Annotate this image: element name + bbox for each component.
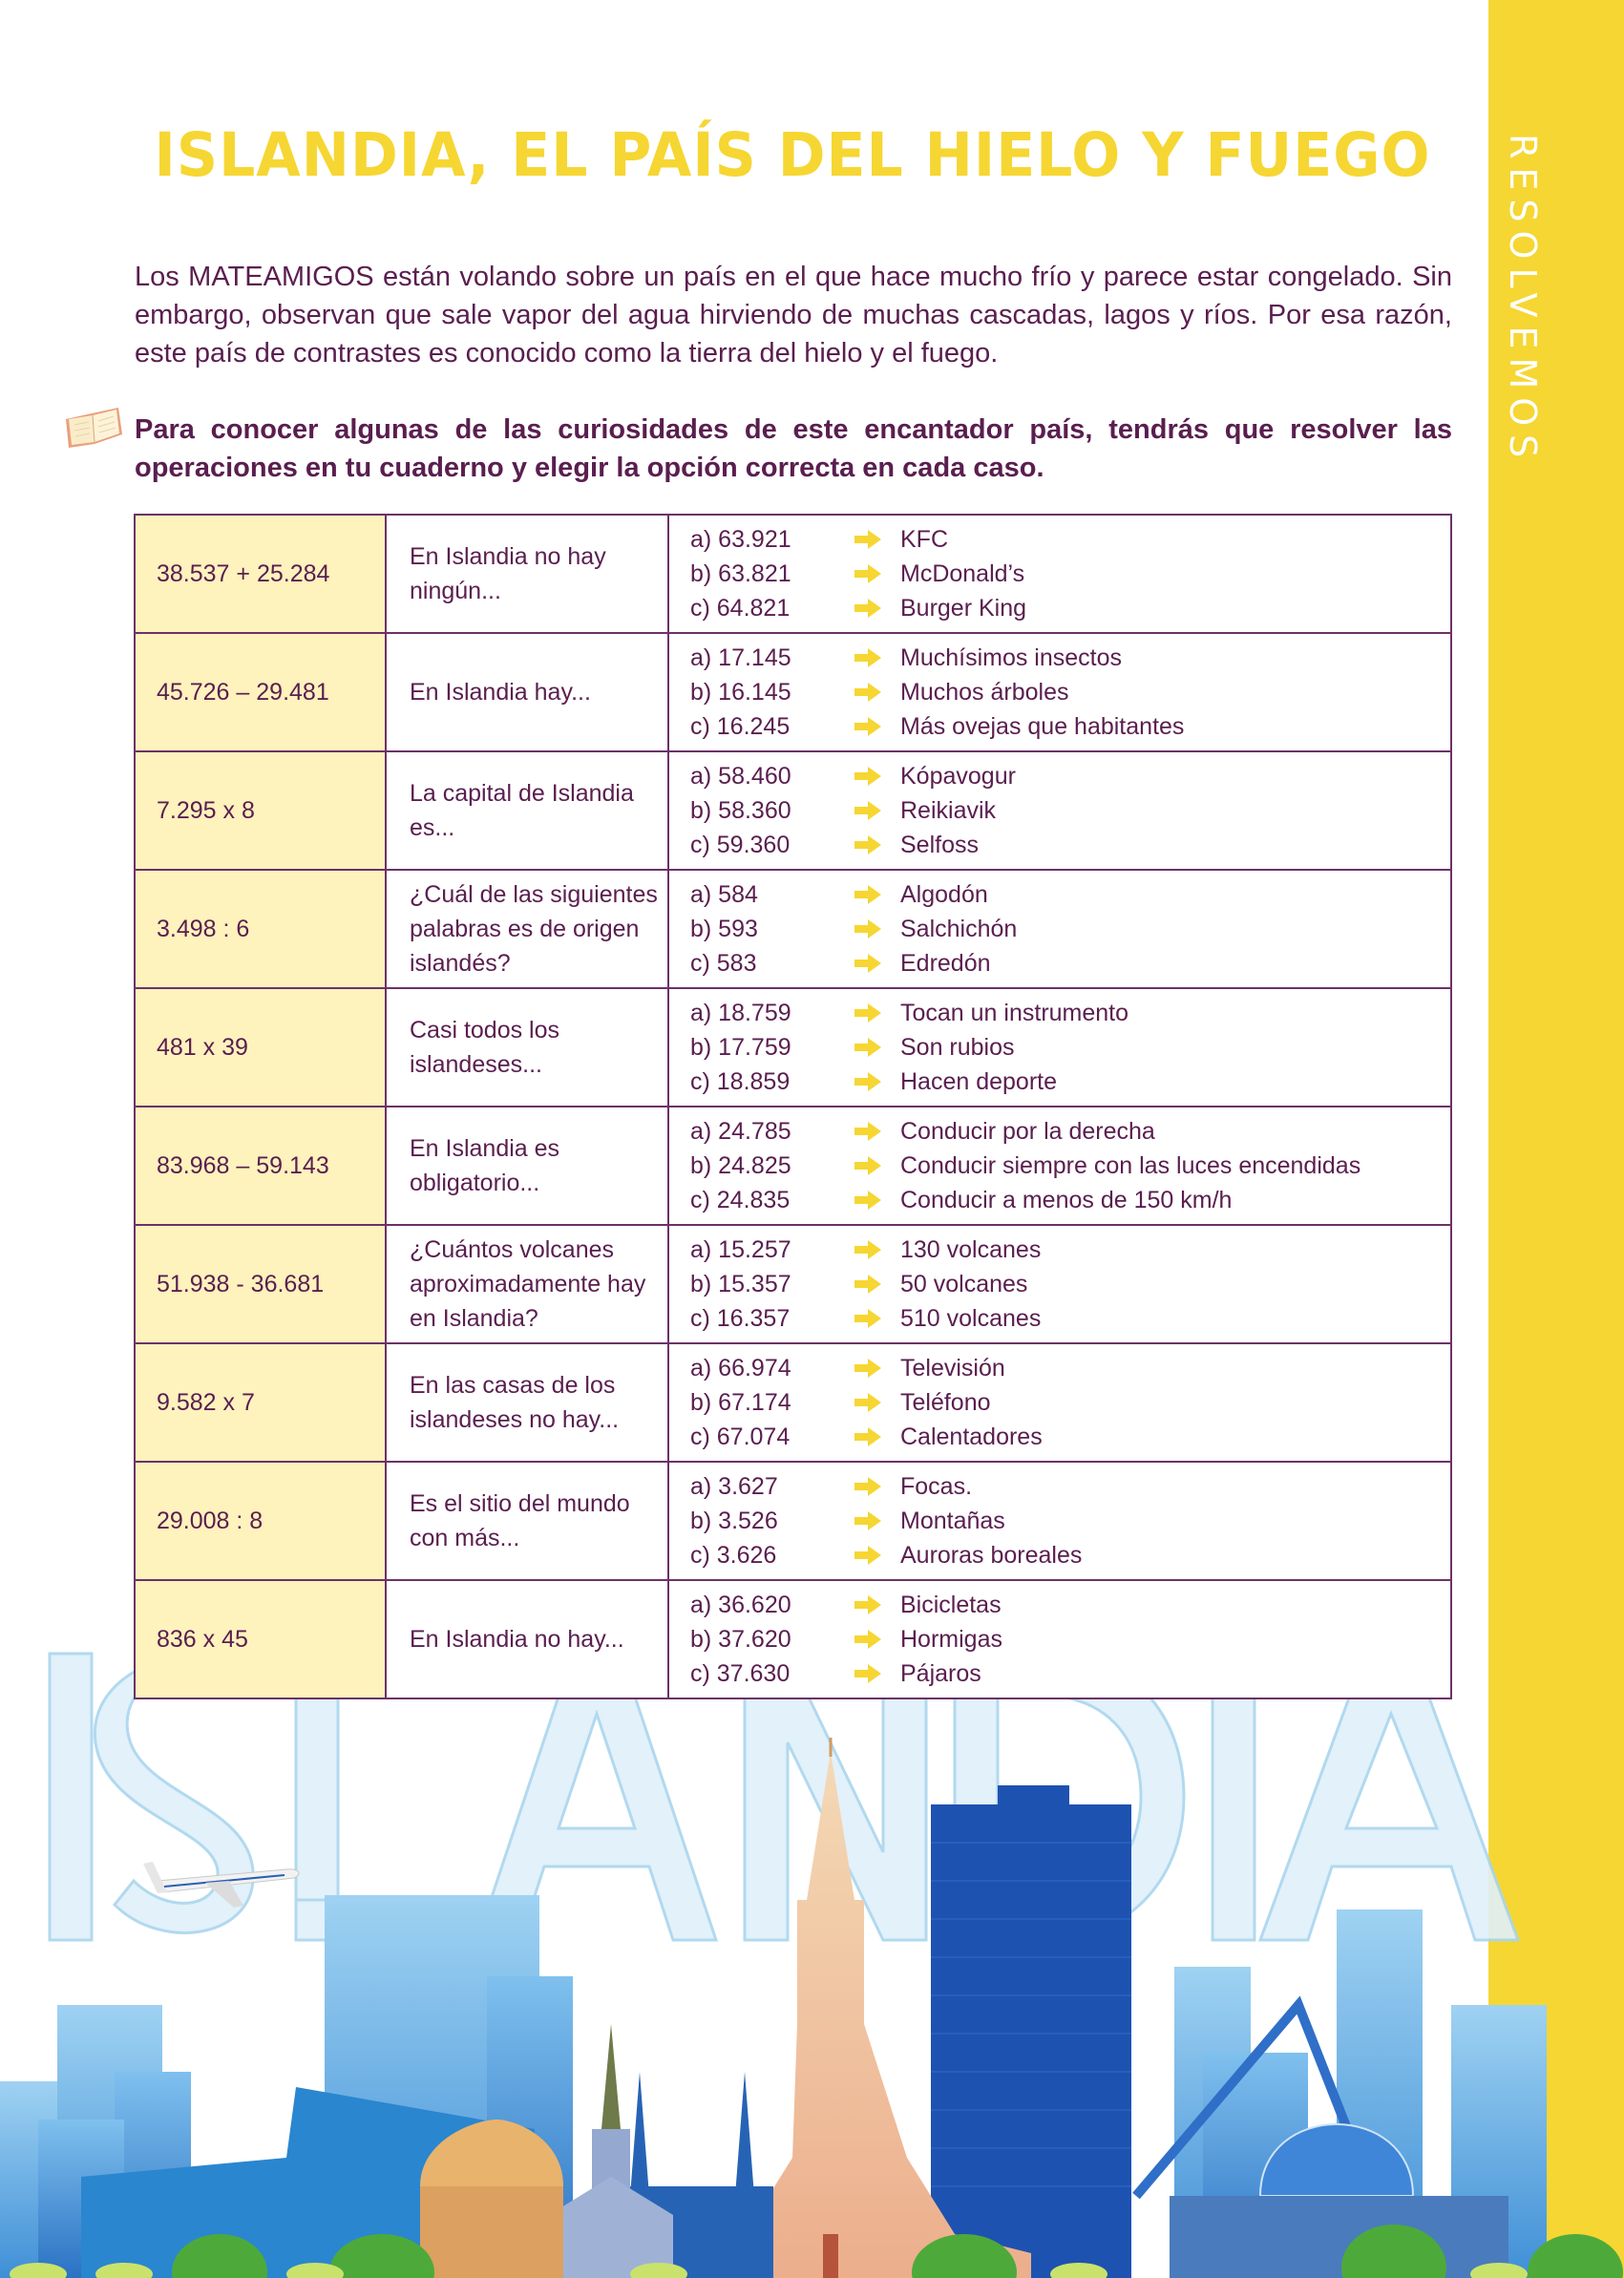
arrow-right-icon bbox=[853, 529, 883, 550]
option[interactable] bbox=[690, 912, 1450, 946]
intro-paragraph: Los MATEAMIGOS están volando sobre un país en el que hace mucho frío y parece estar congelado. Sin embargo, observan que sale vapor del agua hirviendo de muchas cascadas, lagos y ríos. Por esa razón, este país de contrastes es conocido como la tierra del hielo y el fuego. bbox=[135, 262, 1452, 369]
arrow-right-icon bbox=[853, 1426, 883, 1447]
option-value: b) 24.825 bbox=[690, 1151, 791, 1179]
option-value: c) 16.245 bbox=[690, 712, 791, 740]
options-cell bbox=[668, 1580, 1451, 1698]
question: En Islandia no hay... bbox=[410, 1626, 624, 1653]
option-value: b) 17.759 bbox=[690, 1033, 791, 1061]
quiz-row bbox=[135, 1107, 1451, 1225]
option[interactable] bbox=[690, 641, 1450, 675]
operation-cell bbox=[135, 870, 386, 988]
option-value: c) 18.859 bbox=[690, 1067, 791, 1095]
option[interactable] bbox=[690, 557, 1450, 591]
operation: 45.726 – 29.481 bbox=[157, 678, 329, 706]
operation-cell bbox=[135, 988, 386, 1107]
option-answer: Conducir por la derecha bbox=[900, 1117, 1155, 1145]
page-title: ISLANDIA, EL PAÍS DEL HIELO Y FUEGO bbox=[154, 120, 1431, 191]
arrow-right-icon bbox=[853, 1358, 883, 1379]
option-answer: Son rubios bbox=[900, 1033, 1015, 1061]
option-value: a) 66.974 bbox=[690, 1354, 791, 1382]
arrow-right-icon bbox=[853, 1392, 883, 1413]
question-cell bbox=[386, 515, 668, 633]
arrow-right-icon bbox=[853, 1190, 883, 1211]
arrow-right-icon bbox=[853, 682, 883, 703]
reykjavik-skyline-illustration bbox=[0, 1623, 1624, 2278]
operation-cell bbox=[135, 1462, 386, 1580]
option-answer: Kópavogur bbox=[900, 762, 1016, 790]
option[interactable] bbox=[690, 1065, 1450, 1099]
quiz-row bbox=[135, 633, 1451, 751]
domed-building bbox=[420, 2120, 563, 2278]
option-answer: Montañas bbox=[900, 1507, 1005, 1534]
options-cell bbox=[668, 633, 1451, 751]
quiz-row bbox=[135, 988, 1451, 1107]
open-book-icon bbox=[63, 406, 126, 448]
options-cell bbox=[668, 1343, 1451, 1462]
arrow-right-icon bbox=[853, 1594, 883, 1615]
option-value: a) 17.145 bbox=[690, 643, 791, 671]
quiz-row bbox=[135, 751, 1451, 870]
instruction-text: Para conocer algunas de las curiosidades de este encantador país, tendrás que resolver las operaciones en tu cuaderno y elegir la opción correcta en cada caso. bbox=[135, 414, 1452, 483]
option[interactable] bbox=[690, 1301, 1450, 1336]
option-answer: Selfoss bbox=[900, 831, 979, 858]
question: Es el sitio del mundo con más... bbox=[410, 1490, 630, 1551]
option-value: b) 16.145 bbox=[690, 678, 791, 706]
option[interactable] bbox=[690, 793, 1450, 828]
operation-cell bbox=[135, 1107, 386, 1225]
options-cell bbox=[668, 1107, 1451, 1225]
operation-cell bbox=[135, 751, 386, 870]
option-value: a) 63.921 bbox=[690, 525, 791, 553]
option-value: a) 18.759 bbox=[690, 999, 791, 1026]
option[interactable] bbox=[690, 1385, 1450, 1420]
option[interactable] bbox=[690, 996, 1450, 1030]
option-answer: 510 volcanes bbox=[900, 1304, 1042, 1332]
question: En Islandia es obligatorio... bbox=[410, 1135, 560, 1196]
operation-cell bbox=[135, 633, 386, 751]
option-value: c) 64.821 bbox=[690, 594, 791, 622]
option-answer: Muchísimos insectos bbox=[900, 643, 1123, 671]
operation-cell bbox=[135, 1225, 386, 1343]
arrow-right-icon bbox=[853, 1239, 883, 1260]
option-value: b) 15.357 bbox=[690, 1270, 791, 1297]
option-value: c) 67.074 bbox=[690, 1423, 791, 1450]
arrow-right-icon bbox=[853, 647, 883, 668]
option-value: c) 37.630 bbox=[690, 1659, 791, 1687]
question-cell bbox=[386, 1343, 668, 1462]
option[interactable] bbox=[690, 709, 1450, 744]
section-label: RESOLVEMOS OPERACIONES bbox=[1445, 134, 1544, 488]
option-value: c) 24.835 bbox=[690, 1186, 791, 1213]
blue-tower bbox=[931, 1785, 1131, 2278]
arrow-right-icon bbox=[853, 1663, 883, 1684]
question-cell bbox=[386, 988, 668, 1107]
option-answer: Tocan un instrumento bbox=[900, 999, 1129, 1026]
option[interactable] bbox=[690, 1267, 1450, 1301]
option[interactable] bbox=[690, 1149, 1450, 1183]
option-answer: Edredón bbox=[900, 949, 991, 977]
option-value: b) 3.526 bbox=[690, 1507, 778, 1534]
option-value: b) 37.620 bbox=[690, 1625, 791, 1653]
option-answer: Auroras boreales bbox=[900, 1541, 1083, 1569]
question: En Islandia hay... bbox=[410, 679, 591, 706]
option-value: b) 58.360 bbox=[690, 796, 791, 824]
option-answer: McDonald’s bbox=[900, 559, 1025, 587]
option[interactable] bbox=[690, 1114, 1450, 1149]
operation: 83.968 – 59.143 bbox=[157, 1151, 329, 1179]
arrow-right-icon bbox=[853, 1121, 883, 1142]
arrow-right-icon bbox=[853, 1510, 883, 1531]
option-value: c) 59.360 bbox=[690, 831, 791, 858]
question: En Islandia no hay ningún... bbox=[410, 543, 606, 604]
arrow-right-icon bbox=[853, 1476, 883, 1497]
operation-cell bbox=[135, 1343, 386, 1462]
arrow-right-icon bbox=[853, 1629, 883, 1650]
option[interactable] bbox=[690, 675, 1450, 709]
question: ¿Cuántos volcanes aproximadamente hay en Islandia? bbox=[410, 1236, 646, 1332]
options-cell bbox=[668, 751, 1451, 870]
operation: 38.537 + 25.284 bbox=[157, 559, 330, 587]
arrow-right-icon bbox=[853, 1274, 883, 1295]
option-value: a) 584 bbox=[690, 880, 758, 908]
option-value: b) 67.174 bbox=[690, 1388, 791, 1416]
option-value: b) 63.821 bbox=[690, 559, 791, 587]
arrow-right-icon bbox=[853, 834, 883, 855]
option-answer: 130 volcanes bbox=[900, 1235, 1042, 1263]
option[interactable] bbox=[690, 1030, 1450, 1065]
arrow-right-icon bbox=[853, 766, 883, 787]
option[interactable] bbox=[690, 1351, 1450, 1385]
arrow-right-icon bbox=[853, 1037, 883, 1058]
option[interactable] bbox=[690, 1588, 1450, 1622]
question-cell bbox=[386, 1580, 668, 1698]
option[interactable] bbox=[690, 1183, 1450, 1217]
option-answer: Conducir a menos de 150 km/h bbox=[900, 1186, 1233, 1213]
operation: 51.938 - 36.681 bbox=[157, 1270, 325, 1297]
option-value: a) 24.785 bbox=[690, 1117, 791, 1145]
options-cell bbox=[668, 870, 1451, 988]
question-cell bbox=[386, 1107, 668, 1225]
option[interactable] bbox=[690, 1538, 1450, 1572]
question-cell bbox=[386, 1225, 668, 1343]
option-value: a) 58.460 bbox=[690, 762, 791, 790]
arrow-right-icon bbox=[853, 800, 883, 821]
option[interactable] bbox=[690, 759, 1450, 793]
arrow-right-icon bbox=[853, 918, 883, 939]
quiz-row bbox=[135, 1225, 1451, 1343]
option[interactable] bbox=[690, 946, 1450, 981]
option-answer: Hacen deporte bbox=[900, 1067, 1058, 1095]
option-value: c) 3.626 bbox=[690, 1541, 777, 1569]
option[interactable] bbox=[690, 1656, 1450, 1691]
option[interactable] bbox=[690, 522, 1450, 557]
arrow-right-icon bbox=[853, 598, 883, 619]
option[interactable] bbox=[690, 1504, 1450, 1538]
question-cell bbox=[386, 633, 668, 751]
operation: 3.498 : 6 bbox=[157, 915, 250, 942]
quiz-row bbox=[135, 1343, 1451, 1462]
options-cell bbox=[668, 1225, 1451, 1343]
option[interactable] bbox=[690, 828, 1450, 862]
options-cell bbox=[668, 988, 1451, 1107]
option[interactable] bbox=[690, 591, 1450, 625]
option-answer: Conducir siempre con las luces encendidas bbox=[900, 1151, 1361, 1179]
operation-cell bbox=[135, 515, 386, 633]
operation: 481 x 39 bbox=[157, 1033, 248, 1061]
question-cell bbox=[386, 1462, 668, 1580]
option-answer: Reikiavik bbox=[900, 796, 997, 824]
option-answer: Más ovejas que habitantes bbox=[900, 712, 1185, 740]
operation-cell bbox=[135, 1580, 386, 1698]
question: ¿Cuál de las siguientes palabras es de origen islandés? bbox=[410, 881, 658, 977]
question: En las casas de los islandeses no hay... bbox=[410, 1372, 620, 1433]
option-value: a) 15.257 bbox=[690, 1235, 791, 1263]
question-cell bbox=[386, 751, 668, 870]
option-answer: Calentadores bbox=[900, 1423, 1043, 1450]
options-cell bbox=[668, 1462, 1451, 1580]
options-cell bbox=[668, 515, 1451, 633]
option-answer: Salchichón bbox=[900, 915, 1018, 942]
arrow-right-icon bbox=[853, 884, 883, 905]
arrow-right-icon bbox=[853, 716, 883, 737]
option[interactable] bbox=[690, 1622, 1450, 1656]
option-answer: KFC bbox=[900, 525, 948, 553]
option-answer: 50 volcanes bbox=[900, 1270, 1028, 1297]
operation: 29.008 : 8 bbox=[157, 1507, 264, 1534]
option-value: c) 16.357 bbox=[690, 1304, 791, 1332]
option-answer: Pájaros bbox=[900, 1659, 981, 1687]
arrow-right-icon bbox=[853, 1071, 883, 1092]
arrow-right-icon bbox=[853, 953, 883, 974]
option-value: b) 593 bbox=[690, 915, 758, 942]
option[interactable] bbox=[690, 877, 1450, 912]
arrow-right-icon bbox=[853, 1002, 883, 1023]
option-answer: Teléfono bbox=[900, 1388, 991, 1416]
quiz-row bbox=[135, 1462, 1451, 1580]
option-answer: Hormigas bbox=[900, 1625, 1002, 1653]
arrow-right-icon bbox=[853, 563, 883, 584]
operation: 9.582 x 7 bbox=[157, 1388, 255, 1416]
question: La capital de Islandia es... bbox=[410, 780, 634, 841]
option-value: a) 36.620 bbox=[690, 1591, 791, 1618]
option-answer: Burger King bbox=[900, 594, 1027, 622]
quiz-row bbox=[135, 1580, 1451, 1698]
question: Casi todos los islandeses... bbox=[410, 1017, 560, 1078]
option-value: c) 583 bbox=[690, 949, 757, 977]
option-answer: Muchos árboles bbox=[900, 678, 1069, 706]
operation: 7.295 x 8 bbox=[157, 796, 255, 824]
option-answer: Televisión bbox=[900, 1354, 1005, 1382]
quiz-row bbox=[135, 515, 1451, 633]
option-value: a) 3.627 bbox=[690, 1472, 778, 1500]
option[interactable] bbox=[690, 1420, 1450, 1454]
quiz-row bbox=[135, 870, 1451, 988]
question-cell bbox=[386, 870, 668, 988]
arrow-right-icon bbox=[853, 1155, 883, 1176]
arrow-right-icon bbox=[853, 1545, 883, 1566]
quiz-table bbox=[134, 514, 1452, 1699]
option-answer: Focas. bbox=[900, 1472, 973, 1500]
operation: 836 x 45 bbox=[157, 1625, 248, 1653]
option-answer: Bicicletas bbox=[900, 1591, 1002, 1618]
option[interactable] bbox=[690, 1469, 1450, 1504]
option-answer: Algodón bbox=[900, 880, 988, 908]
option[interactable] bbox=[690, 1233, 1450, 1267]
arrow-right-icon bbox=[853, 1308, 883, 1329]
